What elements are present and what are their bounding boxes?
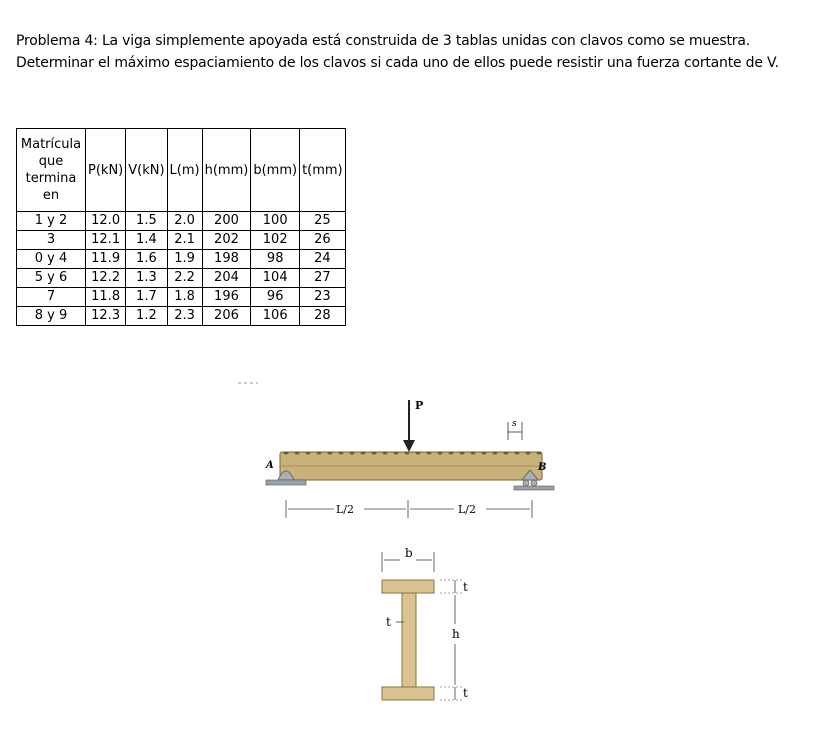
nail-head <box>372 452 377 455</box>
table-cell: 1.8 <box>167 288 202 307</box>
table-cell: 23 <box>300 288 346 307</box>
nail-head <box>339 452 344 455</box>
header-b: b(mm) <box>251 129 300 212</box>
left-span-label: L/2 <box>336 503 355 516</box>
table-cell: 2.3 <box>167 307 202 326</box>
table-cell: 3 <box>17 231 86 250</box>
header-enrollment: Matrícula que termina en <box>17 129 86 212</box>
table-cell: 2.0 <box>167 212 202 231</box>
nail-head <box>328 452 333 455</box>
table-cell: 2.1 <box>167 231 202 250</box>
table-cell: 1 y 2 <box>17 212 86 231</box>
header-l: L(m) <box>167 129 202 212</box>
load-arrow <box>403 400 415 452</box>
nail-head <box>394 452 399 455</box>
table-cell: 1.3 <box>126 269 167 288</box>
table-cell: 96 <box>251 288 300 307</box>
nail-head <box>460 452 465 455</box>
nail-head <box>295 452 300 455</box>
top-flange-label: t <box>463 580 468 594</box>
nail-head <box>361 452 366 455</box>
nail-head <box>493 452 498 455</box>
table-cell: 28 <box>300 307 346 326</box>
nail-head <box>482 452 487 455</box>
table-cell: 106 <box>251 307 300 326</box>
table-cell: 206 <box>202 307 251 326</box>
nail-head <box>471 452 476 455</box>
table-cell: 11.8 <box>86 288 126 307</box>
table-cell: 12.3 <box>86 307 126 326</box>
support-b-label: B <box>538 462 547 473</box>
nail-head <box>317 452 322 455</box>
nail-head <box>427 452 432 455</box>
nail-head <box>537 452 542 455</box>
table-cell: 100 <box>251 212 300 231</box>
table-cell: 1.6 <box>126 250 167 269</box>
table-cell: 8 y 9 <box>17 307 86 326</box>
nail-head <box>383 452 388 455</box>
height-label: h <box>452 627 460 641</box>
table-cell: 200 <box>202 212 251 231</box>
table-cell: 11.9 <box>86 250 126 269</box>
nail-head <box>306 452 311 455</box>
problem-line-2: Determinar el máximo espaciamiento de los clavos si cada uno de ellos puede resistir una fuerza cortante de V. <box>16 55 779 71</box>
nail-head <box>449 452 454 455</box>
span-dimension <box>286 500 532 518</box>
table-cell: 204 <box>202 269 251 288</box>
nail-head <box>405 452 410 455</box>
table-cell: 1.4 <box>126 231 167 250</box>
table-cell: 196 <box>202 288 251 307</box>
table-cell: 1.5 <box>126 212 167 231</box>
nail-head <box>284 452 289 455</box>
table-cell: 12.2 <box>86 269 126 288</box>
table-cell: 1.7 <box>126 288 167 307</box>
header-p: P(kN) <box>86 129 126 212</box>
header-h: h(mm) <box>202 129 251 212</box>
spacing-label: s <box>512 419 517 429</box>
right-span-label: L/2 <box>458 503 477 516</box>
header-t: t(mm) <box>300 129 346 212</box>
table-cell: 26 <box>300 231 346 250</box>
table-cell: 12.0 <box>86 212 126 231</box>
table-cell: 0 y 4 <box>17 250 86 269</box>
load-label: P <box>415 399 424 412</box>
table-cell: 104 <box>251 269 300 288</box>
table-cell: 202 <box>202 231 251 250</box>
nail-head <box>526 452 531 455</box>
table-cell: 7 <box>17 288 86 307</box>
width-label: b <box>405 546 413 560</box>
problem-line-1: Problema 4: La viga simplemente apoyada está construida de 3 tablas unidas con clavos como se muestra. <box>16 33 750 49</box>
table-cell: 102 <box>251 231 300 250</box>
nail-head <box>350 452 355 455</box>
table-cell: 198 <box>202 250 251 269</box>
table-cell: 12.1 <box>86 231 126 250</box>
cross-section <box>382 552 462 700</box>
table-cell: 1.2 <box>126 307 167 326</box>
nail-head <box>504 452 509 455</box>
nail-head <box>416 452 421 455</box>
table-cell: 1.9 <box>167 250 202 269</box>
table-cell: 25 <box>300 212 346 231</box>
support-a-label: A <box>266 460 274 471</box>
table-cell: 24 <box>300 250 346 269</box>
table-cell: 2.2 <box>167 269 202 288</box>
web-thickness-label: t <box>386 615 391 629</box>
table-cell: 27 <box>300 269 346 288</box>
table-cell: 98 <box>251 250 300 269</box>
nail-head <box>515 452 520 455</box>
beam <box>280 452 542 481</box>
header-v: V(kN) <box>126 129 167 212</box>
bottom-flange-label: t <box>463 686 468 700</box>
nail-head <box>438 452 443 455</box>
table-cell: 5 y 6 <box>17 269 86 288</box>
